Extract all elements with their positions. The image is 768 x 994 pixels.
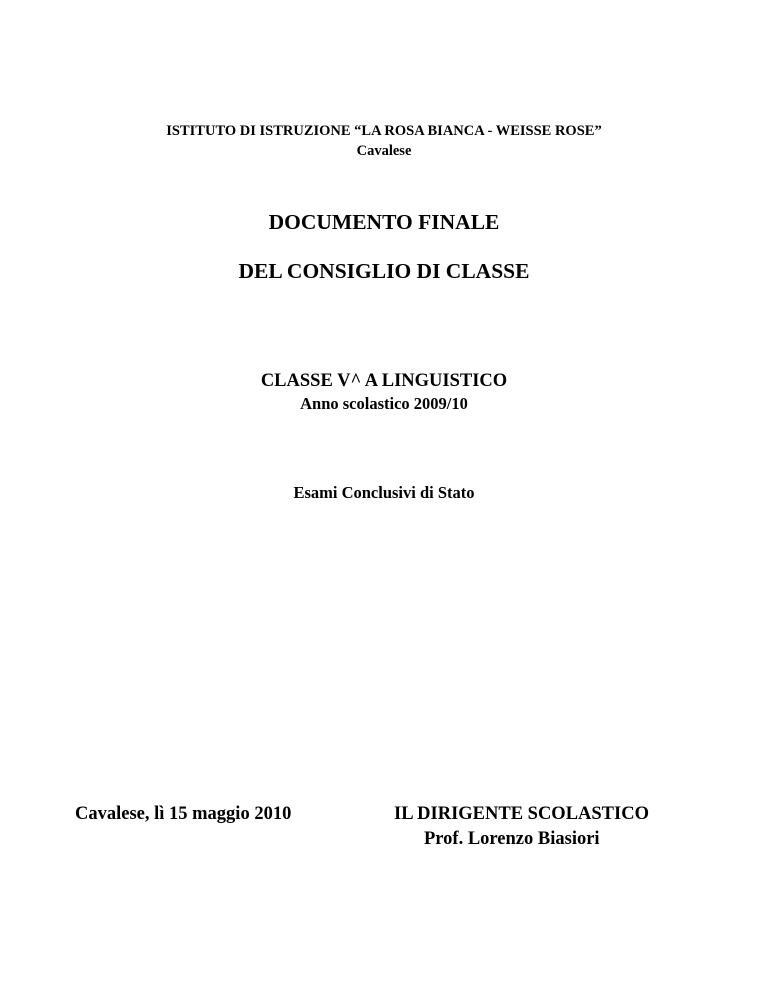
- institute-name: ISTITUTO DI ISTRUZIONE “LA ROSA BIANCA - WEISSE ROSE”: [166, 123, 602, 139]
- school-year: Anno scolastico 2009/10: [300, 394, 468, 413]
- principal-name: Prof. Lorenzo Biasiori: [424, 829, 600, 849]
- document-subtitle: DEL CONSIGLIO DI CLASSE: [238, 259, 530, 283]
- class-name: CLASSE V^ A LINGUISTICO: [260, 371, 508, 391]
- exams-label: Esami Conclusivi di Stato: [293, 483, 475, 502]
- principal-role: IL DIRIGENTE SCOLASTICO: [394, 804, 649, 824]
- document-title: DOCUMENTO FINALE: [268, 210, 500, 234]
- place-date: Cavalese, lì 15 maggio 2010: [75, 804, 292, 824]
- institute-town: Cavalese: [356, 143, 412, 159]
